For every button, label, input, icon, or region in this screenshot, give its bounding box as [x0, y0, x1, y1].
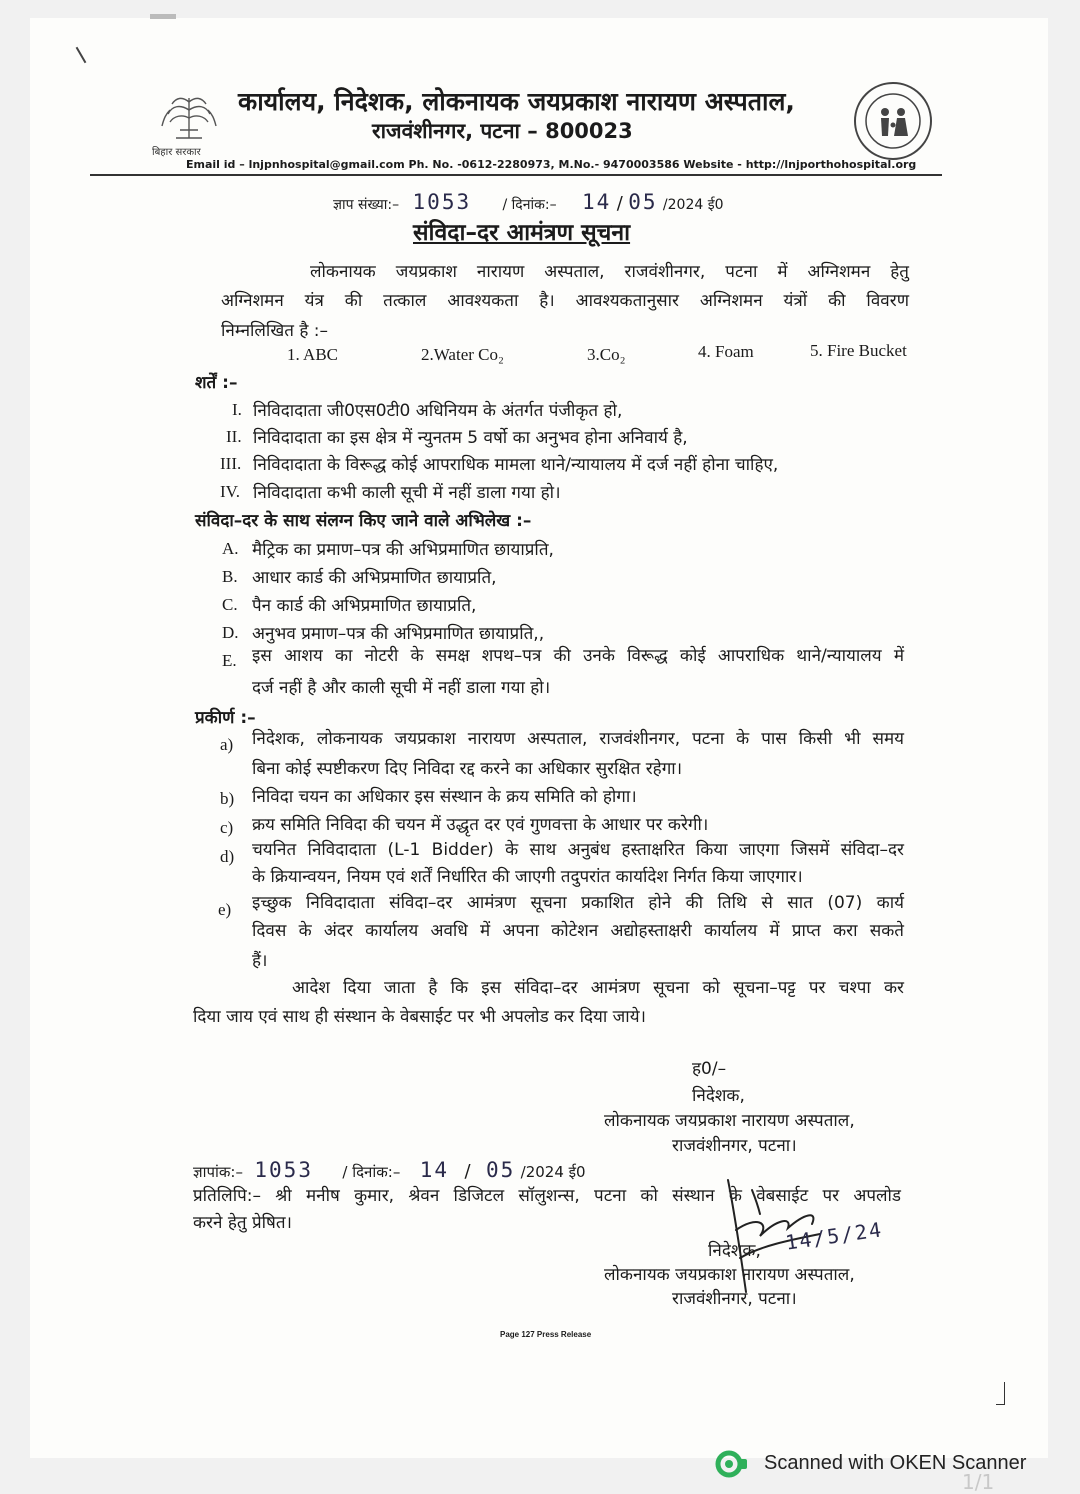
term-text-1: निविदादाता जी0एस0टी0 अधिनियम के अंतर्गत पंजीकृत हो,: [253, 401, 623, 421]
memo-date-label: / दिनांक:–: [502, 197, 557, 213]
sig1-line-2: निदेशक,: [692, 1086, 745, 1106]
copy-day: 14: [419, 1158, 450, 1182]
terms-heading: शर्तें :–: [195, 373, 238, 393]
sig1-line-4: राजवंशीनगर, पटना।: [672, 1136, 797, 1156]
sig2-line-3: राजवंशीनगर, पटना।: [672, 1289, 797, 1309]
memo-day: 14: [582, 190, 612, 214]
page-footer: Page 127 Press Release: [500, 1330, 592, 1339]
term-num-3: III.: [220, 454, 242, 473]
order-line-1: आदेश दिया जाता है कि इस संविदा–दर आमंत्रण सूचना को सूचना–पट्ट पर चश्पा कर: [292, 978, 904, 998]
copy-date-label: / दिनांक:–: [342, 1163, 401, 1181]
memo-month: 05: [628, 190, 658, 214]
doc-num-b: B.: [222, 567, 238, 586]
copy-date-sep: /: [464, 1161, 471, 1182]
memo-number: 1053: [412, 190, 472, 214]
copy-month: 05: [485, 1158, 516, 1182]
equipment-1: 1. ABC: [287, 345, 339, 364]
nhm-logo: [852, 80, 934, 162]
misc-num-b: b): [220, 789, 235, 808]
misc-text-b: निविदा चयन का अधिकार इस संस्थान के क्रय समिति को होगा।: [252, 787, 637, 807]
copy-reference: [193, 1158, 586, 1182]
sig2-line-2: लोकनायक जयप्रकाश नारायण अस्पताल,: [604, 1265, 855, 1285]
doc-num-a: A.: [222, 539, 239, 558]
copy-to-line-1: प्रतिलिपि:– श्री मनीष कुमार, श्रेवन डिजिटल सॉलुशन्स, पटना को संस्थान के वेबसाईट पर अपलोड: [193, 1186, 901, 1206]
doc-num-d: D.: [222, 623, 239, 642]
copy-memo-label: ज्ञापांक:–: [193, 1163, 243, 1181]
misc-text-c: क्रय समिति निविदा की चयन में उद्धृत दर एवं गुणवत्ता के आधार पर करेगी।: [252, 815, 709, 835]
misc-num-d: d): [220, 847, 235, 866]
copy-memo-number: 1053: [254, 1158, 313, 1182]
term-text-3: निविदादाता के विरूद्ध कोई आपराधिक मामला थाने/न्यायालय में दर्ज नहीं होना चाहिए,: [253, 455, 779, 475]
corner-mark: [996, 1382, 1005, 1405]
documents-heading: संविदा–दर के साथ संलग्न किए जाने वाले अभिलेख :–: [195, 511, 532, 531]
contact-line: Email id – lnjpnhospital@gmail.com Ph. No. -0612-2280973, M.No.- 9470003586 Website - http://lnjporthohospital.org: [186, 158, 917, 171]
term-text-4: निविदादाता कभी काली सूची में नहीं डाला गया हो।: [253, 483, 561, 503]
misc-text-a-line2: बिना कोई स्पष्टीकरण दिए निविदा रद्द करने का अधिकार सुरक्षित रहेगा।: [252, 759, 683, 779]
sig1-line-1: ह0/–: [692, 1059, 727, 1079]
misc-text-e-line1: इच्छुक निविदादाता संविदा–दर आमंत्रण सूचना प्रकाशित होने की तिथि से सात (07) कार्य: [252, 893, 904, 913]
memo-reference: [333, 190, 723, 214]
scan-top-smudge: [150, 14, 176, 19]
intro-line-1: लोकनायक जयप्रकाश नारायण अस्पताल, राजवंशीनगर, पटना में अग्निशमन हेतु: [310, 262, 909, 282]
memo-date-sep: /: [616, 193, 623, 214]
misc-text-e-line2: दिवस के अंदर कार्यालय अवधि में अपना कोटेशन अद्योहस्ताक्षरी कार्यालय में प्राप्त करा सकते: [252, 921, 904, 941]
intro-line-2: अग्निशमन यंत्र की तत्काल आवश्यकता है। आवश्यकतानुसार अग्निशमन यंत्रों की विवरण: [221, 291, 909, 311]
equipment-5: 5. Fire Bucket: [810, 341, 907, 360]
doc-num-e: E.: [222, 651, 237, 670]
office-title-line2: राजवंशीनगर, पटना – 800023: [372, 119, 633, 143]
equipment-4: 4. Foam: [698, 342, 754, 361]
term-num-2: II.: [226, 427, 242, 446]
doc-text-a: मैट्रिक का प्रमाण–पत्र की अभिप्रमाणित छायाप्रति,: [252, 540, 554, 560]
header-rule: [90, 174, 942, 176]
doc-text-e-line2: दर्ज नहीं है और काली सूची में नहीं डाला गया हो।: [252, 678, 551, 698]
order-line-2: दिया जाय एवं साथ ही संस्थान के वेबसाईट पर भी अपलोड कर दिया जाये।: [193, 1007, 647, 1027]
equipment-3: 3.Co₂: [587, 345, 626, 364]
scanner-watermark: Scanned with OKEN Scanner: [764, 1452, 1027, 1474]
sig1-line-3: लोकनायक जयप्रकाश नारायण अस्पताल,: [604, 1111, 855, 1131]
memo-year: /2024 ई0: [662, 197, 724, 213]
equipment-2: 2.Water Co₂: [421, 345, 504, 364]
doc-num-c: C.: [222, 595, 238, 614]
intro-line-3: निम्नलिखित है :–: [221, 321, 328, 341]
misc-text-e-line3: हैं।: [252, 951, 268, 971]
misc-text-a-line1: निदेशक, लोकनायक जयप्रकाश नारायण अस्पताल, राजवंशीनगर, पटना के पास किसी भी समय: [252, 729, 904, 749]
doc-text-c: पैन कार्ड की अभिप्रमाणित छायाप्रति,: [252, 596, 477, 616]
misc-num-c: c): [220, 818, 234, 837]
bihar-emblem: [152, 88, 226, 158]
page-counter: 1/1: [962, 1470, 995, 1494]
doc-text-e-line1: इस आशय का नोटरी के समक्ष शपथ–पत्र की उनके विरूद्ध कोई आपराधिक थाने/न्यायालय में: [252, 646, 904, 666]
oken-scanner-icon: [715, 1449, 749, 1479]
doc-text-d: अनुभव प्रमाण–पत्र की अभिप्रमाणित छायाप्रति,,: [252, 624, 545, 644]
misc-num-e: e): [218, 900, 232, 919]
signature-date: 14/5/24: [783, 1217, 885, 1255]
doc-text-b: आधार कार्ड की अभिप्रमाणित छायाप्रति,: [252, 568, 497, 588]
term-num-4: IV.: [220, 482, 240, 501]
term-num-1: I.: [232, 400, 242, 419]
misc-text-d-line1: चयनित निविदादाता (L-1 Bidder) के साथ अनुबंध हस्ताक्षरित किया जाएगा जिसमें संविदा–दर: [252, 840, 904, 860]
misc-num-a: a): [220, 735, 234, 754]
memo-label: ज्ञाप संख्या:–: [333, 197, 400, 213]
copy-to-line-2: करने हेतु प्रेषित।: [193, 1213, 293, 1233]
sig2-line-1: निदेशक,: [708, 1241, 761, 1261]
misc-text-d-line2: के क्रियान्वयन, नियम एवं शर्तें निर्धारित की जाएगी तदुपरांत कार्यादेश निर्गत किया जाएगार।: [252, 867, 803, 887]
emblem-caption: बिहार सरकार: [152, 147, 201, 158]
copy-year: /2024 ई0: [520, 1163, 586, 1181]
office-title-line1: कार्यालय, निदेशक, लोकनायक जयप्रकाश नारायण अस्पताल,: [238, 87, 795, 116]
misc-heading: प्रकीर्ण :–: [195, 708, 256, 728]
term-text-2: निविदादाता का इस क्षेत्र में न्युनतम 5 वर्षो का अनुभव होना अनिवार्य है,: [253, 428, 688, 448]
notice-title: संविदा–दर आमंत्रण सूचना: [413, 220, 631, 246]
